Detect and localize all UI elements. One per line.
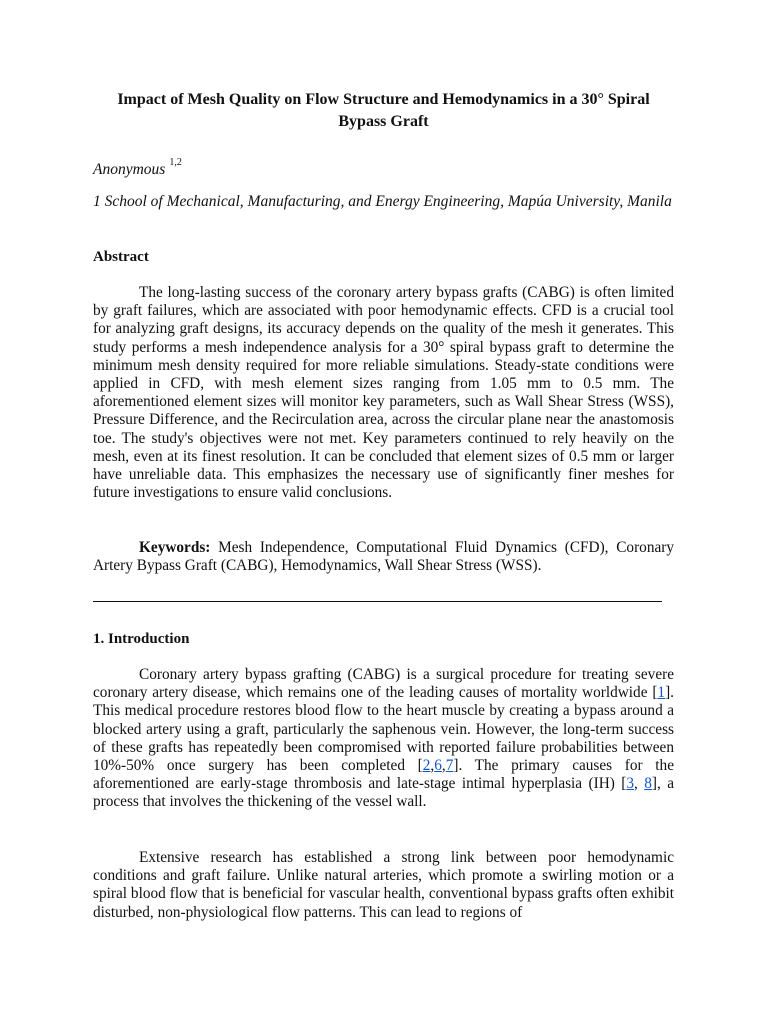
citation-separator: , [430,757,435,775]
citation-link-2[interactable]: 2 [422,757,431,775]
author-line [93,153,182,180]
intro-text-segment: ]. The primary causes for the aforementioned are early-stage thrombosis and late-stage intimal hyperplasia (IH) [ [93,757,674,793]
citation-link-1[interactable]: 1 [657,684,666,702]
intro-text-segment: ], a process that involves the thickening of the vessel wall. [93,775,674,811]
author-name: Anonymous [93,161,166,178]
keywords-text: Mesh Independence, Computational Fluid Dynamics (CFD), Coronary Artery Bypass Graft (CABG), Hemodynamics, Wall Shear Stress (WSS). [93,539,674,575]
citation-separator: , [441,757,446,775]
paper-title: Impact of Mesh Quality on Flow Structure and Hemodynamics in a 30° Spiral Bypass Graft [117,91,650,130]
keywords-label: Keywords: [139,539,211,556]
citation-link-7[interactable]: 7 [445,757,454,775]
introduction-heading: 1. Introduction [93,631,190,647]
author-affiliation-marker: 1,2 [169,157,182,168]
intro-text-segment: Coronary artery bypass grafting (CABG) is a surgical procedure for treating severe coronary artery disease, which remains one of the leading causes of mortality worldwide [ [93,666,674,702]
citation-separator: , [633,775,645,793]
introduction-paragraph-1 [93,666,674,812]
section-divider [93,601,662,602]
affiliation: 1 School of Mechanical, Manufacturing, and Energy Engineering, Mapúa University, Manila [93,193,672,210]
abstract-heading: Abstract [93,249,149,265]
keywords-paragraph [93,539,674,575]
introduction-paragraph-2: Extensive research has established a strong link between poor hemodynamic conditions and graft failure. Unlike natural arteries, which promote a swirling motion or a spiral blood flow that is beneficial for vascular health, conventional bypass grafts often exhibit disturbed, non-physiological flow patterns. This can lead to regions of [93,849,674,921]
citation-link-6[interactable]: 6 [434,757,442,775]
citation-link-8[interactable]: 8 [644,775,652,793]
abstract-text: The long-lasting success of the coronary artery bypass grafts (CABG) is often limited by graft failures, which are associated with poor hemodynamic effects. CFD is a crucial tool for analyzing graft designs, its accuracy depends on the quality of the mesh it generates. This study performs a mesh independence analysis for a 30° spiral bypass graft to determine the minimum mesh density required for more reliable simulations. Steady-state conditions were applied in CFD, with mesh element sizes ranging from 1.05 mm to 0.5 mm. The aforementioned element sizes will monitor key parameters, such as Wall Shear Stress (WSS), Pressure Difference, and the Recirculation area, across the circular plane near the anastomosis toe. The study's objectives were not met. Key parameters continued to rely heavily on the mesh, even at its finest resolution. It can be concluded that element sizes of 0.5 mm or larger have unreliable data. This emphasizes the necessary use of significantly finer meshes for future investigations to ensure valid conclusions. [93,284,674,502]
citation-link-3[interactable]: 3 [626,775,634,793]
intro-text-segment: ]. This medical procedure restores blood flow to the heart muscle by creating a bypass around a blocked artery using a graft, particularly the saphenous vein. However, the long-term success of these grafts has repeatedly been compromised with reported failure probabilities between 10%-50% once surgery has been completed [ [93,684,674,775]
